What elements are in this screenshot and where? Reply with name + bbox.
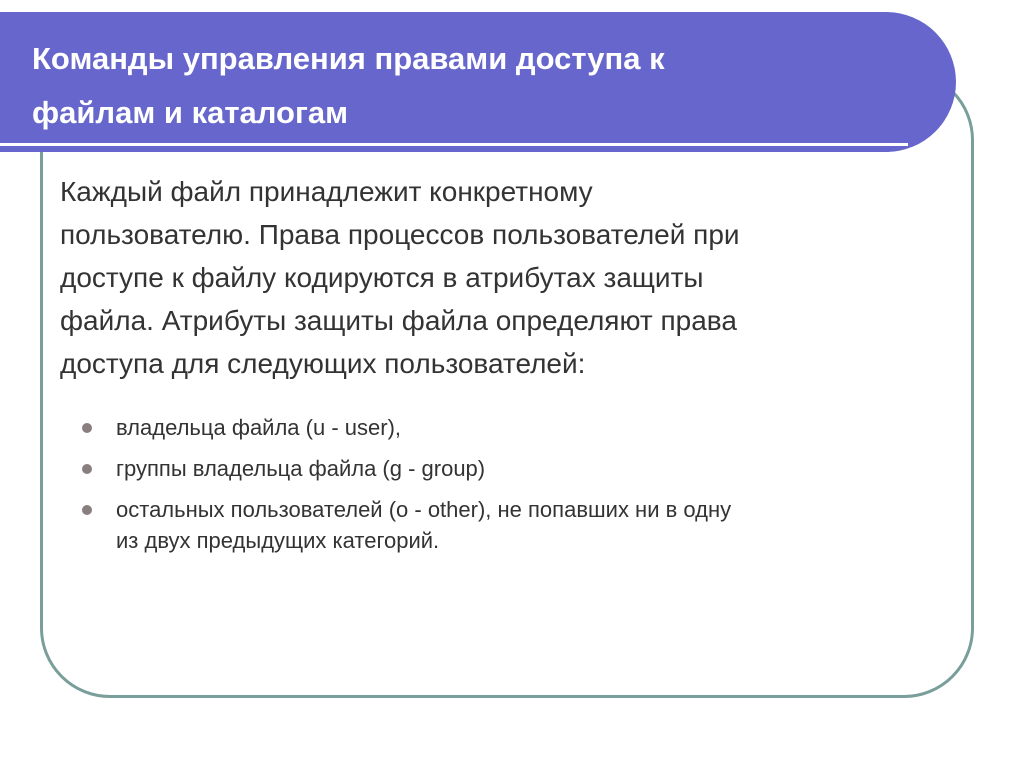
title-underline xyxy=(0,143,908,146)
slide-title xyxy=(32,32,912,140)
intro-line-2: пользователю. Права процессов пользователей при xyxy=(60,219,740,250)
bullet-text: группы владельца файла (g - group) xyxy=(116,456,486,481)
intro-line-4: файла. Атрибуты защиты файла определяют права xyxy=(60,305,737,336)
bullet-text-continued: из двух предыдущих категорий. xyxy=(116,528,440,553)
bullet-dot-icon xyxy=(82,505,92,515)
bullet-text: остальных пользователей (o - other), не попавших ни в одну xyxy=(116,497,732,522)
bullet-dot-icon xyxy=(82,464,92,474)
slide-title-line-2: файлам и каталогам xyxy=(32,95,349,130)
bullet-list xyxy=(78,412,948,566)
bullet-dot-icon xyxy=(82,423,92,433)
intro-line-5: доступа для следующих пользователей: xyxy=(60,348,586,379)
intro-paragraph xyxy=(60,170,940,385)
intro-line-1: Каждый файл принадлежит конкретному xyxy=(60,176,593,207)
bullet-item-other xyxy=(78,494,948,556)
bullet-item-owner xyxy=(78,412,948,443)
bullet-item-group xyxy=(78,453,948,484)
intro-line-3: доступе к файлу кодируются в атрибутах защиты xyxy=(60,262,704,293)
title-bar xyxy=(0,12,956,152)
slide-title-line-1: Команды управления правами доступа к xyxy=(32,41,665,76)
bullet-text: владельца файла (u - user), xyxy=(116,415,402,440)
